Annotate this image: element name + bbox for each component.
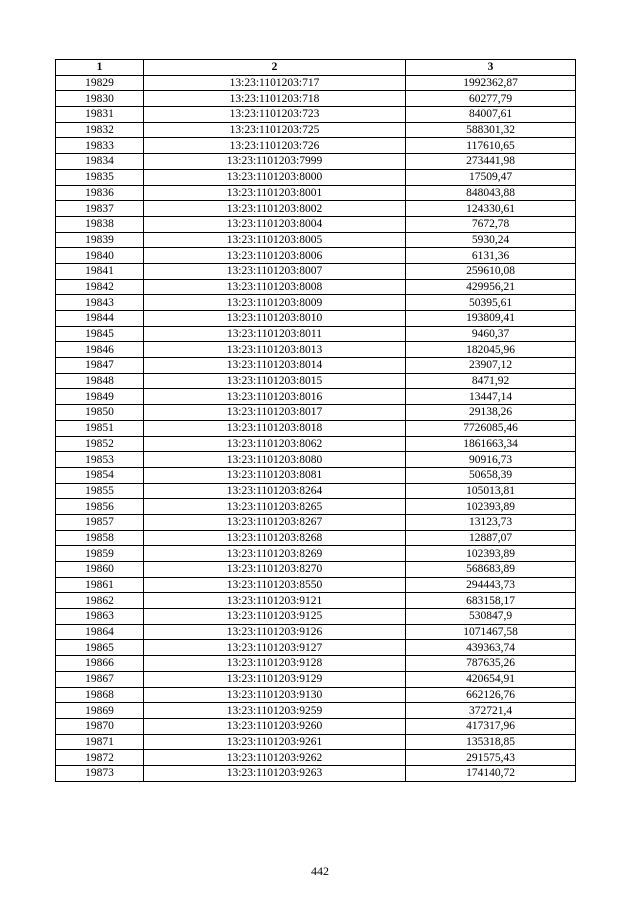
cadastral-number-cell: 13:23:1101203:718 — [144, 91, 406, 107]
table-row — [56, 263, 576, 279]
row-number-cell: 19861 — [56, 577, 144, 593]
cadastral-number-cell: 13:23:1101203:8269 — [144, 546, 406, 562]
cadastral-number-cell: 13:23:1101203:9259 — [144, 703, 406, 719]
cadastral-number-cell: 13:23:1101203:8008 — [144, 279, 406, 295]
row-number-cell: 19860 — [56, 562, 144, 578]
cadastral-number-cell: 13:23:1101203:8011 — [144, 326, 406, 342]
cadastral-number-cell: 13:23:1101203:9128 — [144, 656, 406, 672]
value-cell: 8471,92 — [406, 373, 576, 389]
row-number-cell: 19867 — [56, 671, 144, 687]
row-number-cell: 19851 — [56, 420, 144, 436]
cadastral-number-cell: 13:23:1101203:8015 — [144, 373, 406, 389]
table-header — [56, 60, 576, 76]
row-number-cell: 19843 — [56, 295, 144, 311]
cadastral-number-cell: 13:23:1101203:8265 — [144, 499, 406, 515]
table-row — [56, 358, 576, 374]
value-cell: 1071467,58 — [406, 624, 576, 640]
cadastral-number-cell: 13:23:1101203:8081 — [144, 467, 406, 483]
value-cell: 1861663,34 — [406, 436, 576, 452]
value-cell: 9460,37 — [406, 326, 576, 342]
cadastral-number-cell: 13:23:1101203:8016 — [144, 389, 406, 405]
table-row — [56, 436, 576, 452]
value-cell: 429956,21 — [406, 279, 576, 295]
cadastral-number-cell: 13:23:1101203:9260 — [144, 718, 406, 734]
cadastral-number-cell: 13:23:1101203:8267 — [144, 514, 406, 530]
value-cell: 13123,73 — [406, 514, 576, 530]
table-row — [56, 483, 576, 499]
table-row — [56, 154, 576, 170]
row-number-cell: 19871 — [56, 734, 144, 750]
value-cell: 193809,41 — [406, 311, 576, 327]
cadastral-number-cell: 13:23:1101203:725 — [144, 122, 406, 138]
table-row — [56, 389, 576, 405]
cadastral-number-cell: 13:23:1101203:8550 — [144, 577, 406, 593]
table-row — [56, 91, 576, 107]
row-number-cell: 19848 — [56, 373, 144, 389]
cadastral-number-cell: 13:23:1101203:9126 — [144, 624, 406, 640]
value-cell: 588301,32 — [406, 122, 576, 138]
row-number-cell: 19847 — [56, 358, 144, 374]
cadastral-number-cell: 13:23:1101203:717 — [144, 75, 406, 91]
row-number-cell: 19833 — [56, 138, 144, 154]
row-number-cell: 19852 — [56, 436, 144, 452]
cadastral-number-cell: 13:23:1101203:8062 — [144, 436, 406, 452]
table-row — [56, 107, 576, 123]
table-row — [56, 734, 576, 750]
row-number-cell: 19854 — [56, 467, 144, 483]
value-cell: 7726085,46 — [406, 420, 576, 436]
row-number-cell: 19837 — [56, 201, 144, 217]
value-cell: 124330,61 — [406, 201, 576, 217]
value-cell: 102393,89 — [406, 546, 576, 562]
value-cell: 273441,98 — [406, 154, 576, 170]
table-row — [56, 609, 576, 625]
value-cell: 102393,89 — [406, 499, 576, 515]
cadastral-number-cell: 13:23:1101203:9129 — [144, 671, 406, 687]
header-row — [56, 60, 576, 76]
row-number-cell: 19829 — [56, 75, 144, 91]
row-number-cell: 19839 — [56, 232, 144, 248]
table-row — [56, 248, 576, 264]
value-cell: 17509,47 — [406, 169, 576, 185]
cadastral-number-cell: 13:23:1101203:726 — [144, 138, 406, 154]
value-cell: 5930,24 — [406, 232, 576, 248]
table-row — [56, 624, 576, 640]
value-cell: 174140,72 — [406, 765, 576, 781]
row-number-cell: 19846 — [56, 342, 144, 358]
cadastral-number-cell: 13:23:1101203:7999 — [144, 154, 406, 170]
table-row — [56, 342, 576, 358]
cadastral-number-cell: 13:23:1101203:9130 — [144, 687, 406, 703]
table-body — [56, 75, 576, 781]
cadastral-number-cell: 13:23:1101203:8268 — [144, 530, 406, 546]
row-number-cell: 19873 — [56, 765, 144, 781]
value-cell: 417317,96 — [406, 718, 576, 734]
value-cell: 182045,96 — [406, 342, 576, 358]
row-number-cell: 19850 — [56, 405, 144, 421]
value-cell: 848043,88 — [406, 185, 576, 201]
value-cell: 372721,4 — [406, 703, 576, 719]
table-row — [56, 169, 576, 185]
row-number-cell: 19863 — [56, 609, 144, 625]
value-cell: 294443,73 — [406, 577, 576, 593]
table-row — [56, 420, 576, 436]
cadastral-number-cell: 13:23:1101203:8270 — [144, 562, 406, 578]
header-cell-1: 1 — [56, 60, 144, 76]
value-cell: 12887,07 — [406, 530, 576, 546]
table-row — [56, 671, 576, 687]
table-row — [56, 562, 576, 578]
table-row — [56, 640, 576, 656]
cadastral-number-cell: 13:23:1101203:8004 — [144, 216, 406, 232]
table-row — [56, 593, 576, 609]
data-table — [55, 59, 576, 782]
value-cell: 105013,81 — [406, 483, 576, 499]
cadastral-number-cell: 13:23:1101203:8010 — [144, 311, 406, 327]
table-row — [56, 75, 576, 91]
row-number-cell: 19853 — [56, 452, 144, 468]
table-row — [56, 232, 576, 248]
value-cell: 60277,79 — [406, 91, 576, 107]
cadastral-number-cell: 13:23:1101203:8018 — [144, 420, 406, 436]
page-number: 442 — [311, 864, 329, 878]
value-cell: 90916,73 — [406, 452, 576, 468]
row-number-cell: 19849 — [56, 389, 144, 405]
table-row — [56, 656, 576, 672]
table-row — [56, 216, 576, 232]
cadastral-number-cell: 13:23:1101203:9262 — [144, 750, 406, 766]
cadastral-number-cell: 13:23:1101203:8080 — [144, 452, 406, 468]
table-row — [56, 530, 576, 546]
table-row — [56, 138, 576, 154]
row-number-cell: 19838 — [56, 216, 144, 232]
cadastral-number-cell: 13:23:1101203:9261 — [144, 734, 406, 750]
row-number-cell: 19845 — [56, 326, 144, 342]
value-cell: 662126,76 — [406, 687, 576, 703]
cadastral-number-cell: 13:23:1101203:8264 — [144, 483, 406, 499]
row-number-cell: 19830 — [56, 91, 144, 107]
value-cell: 50395,61 — [406, 295, 576, 311]
value-cell: 13447,14 — [406, 389, 576, 405]
cadastral-number-cell: 13:23:1101203:8001 — [144, 185, 406, 201]
row-number-cell: 19866 — [56, 656, 144, 672]
cadastral-number-cell: 13:23:1101203:9125 — [144, 609, 406, 625]
value-cell: 787635,26 — [406, 656, 576, 672]
table-row — [56, 546, 576, 562]
row-number-cell: 19859 — [56, 546, 144, 562]
cadastral-number-cell: 13:23:1101203:8000 — [144, 169, 406, 185]
cadastral-number-cell: 13:23:1101203:8005 — [144, 232, 406, 248]
row-number-cell: 19862 — [56, 593, 144, 609]
row-number-cell: 19832 — [56, 122, 144, 138]
row-number-cell: 19841 — [56, 263, 144, 279]
cadastral-number-cell: 13:23:1101203:723 — [144, 107, 406, 123]
table-row — [56, 687, 576, 703]
value-cell: 530847,9 — [406, 609, 576, 625]
table-row — [56, 295, 576, 311]
cadastral-number-cell: 13:23:1101203:9263 — [144, 765, 406, 781]
table-row — [56, 405, 576, 421]
value-cell: 135318,85 — [406, 734, 576, 750]
value-cell: 1992362,87 — [406, 75, 576, 91]
value-cell: 6131,36 — [406, 248, 576, 264]
row-number-cell: 19870 — [56, 718, 144, 734]
value-cell: 420654,91 — [406, 671, 576, 687]
value-cell: 23907,12 — [406, 358, 576, 374]
value-cell: 291575,43 — [406, 750, 576, 766]
cadastral-number-cell: 13:23:1101203:8009 — [144, 295, 406, 311]
row-number-cell: 19834 — [56, 154, 144, 170]
table-row — [56, 765, 576, 781]
cadastral-number-cell: 13:23:1101203:8014 — [144, 358, 406, 374]
table-row — [56, 499, 576, 515]
header-cell-2: 2 — [144, 60, 406, 76]
table-row — [56, 326, 576, 342]
value-cell: 84007,61 — [406, 107, 576, 123]
row-number-cell: 19840 — [56, 248, 144, 264]
table-row — [56, 122, 576, 138]
cadastral-number-cell: 13:23:1101203:8002 — [144, 201, 406, 217]
table-row — [56, 452, 576, 468]
row-number-cell: 19831 — [56, 107, 144, 123]
row-number-cell: 19835 — [56, 169, 144, 185]
table-row — [56, 703, 576, 719]
header-cell-3: 3 — [406, 60, 576, 76]
value-cell: 50658,39 — [406, 467, 576, 483]
cadastral-number-cell: 13:23:1101203:9127 — [144, 640, 406, 656]
value-cell: 439363,74 — [406, 640, 576, 656]
value-cell: 117610,65 — [406, 138, 576, 154]
cadastral-number-cell: 13:23:1101203:8006 — [144, 248, 406, 264]
value-cell: 259610,08 — [406, 263, 576, 279]
cadastral-number-cell: 13:23:1101203:8013 — [144, 342, 406, 358]
table-row — [56, 750, 576, 766]
value-cell: 568683,89 — [406, 562, 576, 578]
row-number-cell: 19864 — [56, 624, 144, 640]
table-row — [56, 201, 576, 217]
table-row — [56, 279, 576, 295]
table-row — [56, 718, 576, 734]
table-row — [56, 514, 576, 530]
table-row — [56, 373, 576, 389]
cadastral-number-cell: 13:23:1101203:9121 — [144, 593, 406, 609]
row-number-cell: 19856 — [56, 499, 144, 515]
value-cell: 29138,26 — [406, 405, 576, 421]
row-number-cell: 19872 — [56, 750, 144, 766]
cadastral-number-cell: 13:23:1101203:8007 — [144, 263, 406, 279]
table-row — [56, 467, 576, 483]
row-number-cell: 19865 — [56, 640, 144, 656]
row-number-cell: 19844 — [56, 311, 144, 327]
row-number-cell: 19868 — [56, 687, 144, 703]
row-number-cell: 19858 — [56, 530, 144, 546]
value-cell: 683158,17 — [406, 593, 576, 609]
row-number-cell: 19869 — [56, 703, 144, 719]
row-number-cell: 19857 — [56, 514, 144, 530]
row-number-cell: 19855 — [56, 483, 144, 499]
row-number-cell: 19842 — [56, 279, 144, 295]
table-row — [56, 185, 576, 201]
cadastral-number-cell: 13:23:1101203:8017 — [144, 405, 406, 421]
row-number-cell: 19836 — [56, 185, 144, 201]
table-row — [56, 577, 576, 593]
value-cell: 7672,78 — [406, 216, 576, 232]
table-row — [56, 311, 576, 327]
